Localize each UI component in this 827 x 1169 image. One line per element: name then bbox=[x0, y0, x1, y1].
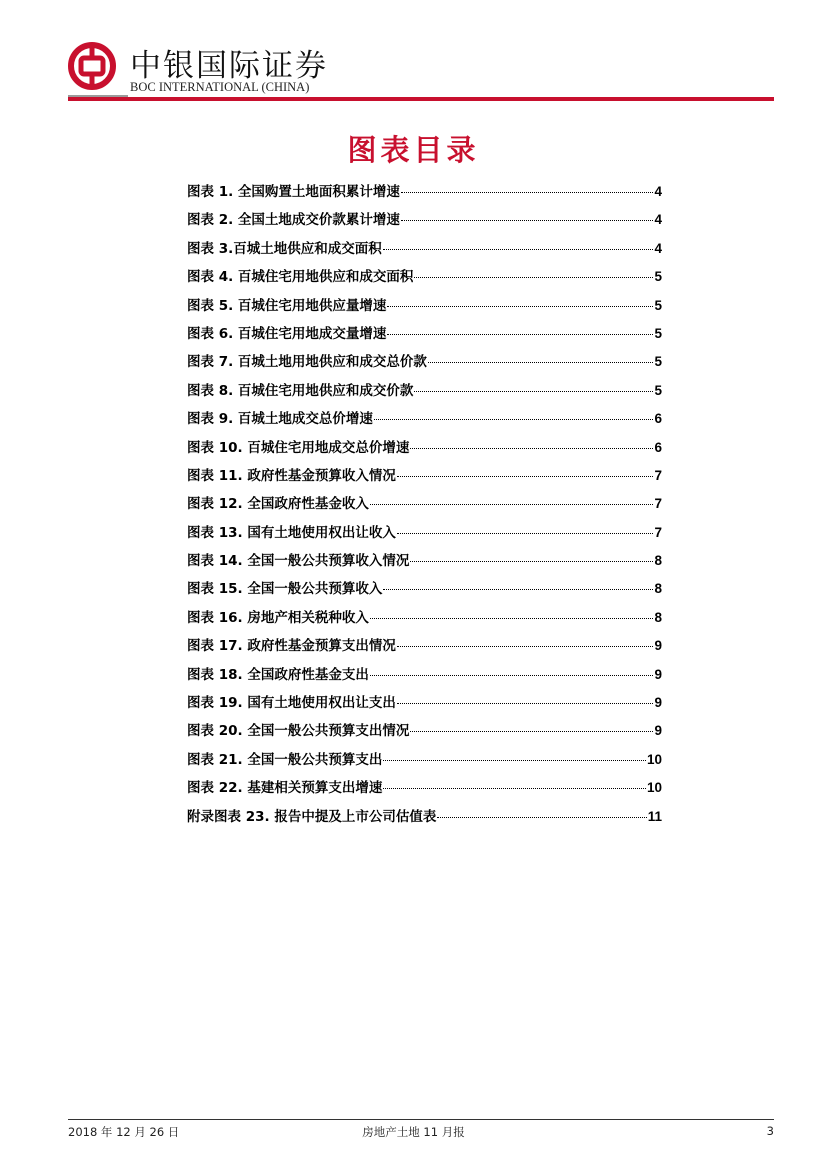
toc-entry-label: 图表 15. 全国一般公共预算收入 bbox=[187, 581, 383, 598]
toc-leader-dots bbox=[428, 361, 654, 363]
toc-entry-page: 9 bbox=[654, 666, 662, 682]
toc-leader-dots bbox=[383, 588, 653, 590]
toc-entry-label: 图表 11. 政府性基金预算收入情况 bbox=[187, 467, 396, 484]
toc-entry-page: 5 bbox=[654, 269, 662, 285]
toc-entry[interactable] bbox=[187, 322, 662, 350]
toc-entry-page: 10 bbox=[646, 751, 662, 767]
toc-entry-page: 8 bbox=[654, 553, 662, 569]
toc-entry-label: 图表 14. 全国一般公共预算收入情况 bbox=[187, 553, 410, 570]
toc-entry-label: 图表 10. 百城住宅用地成交总价增速 bbox=[187, 439, 410, 456]
toc-leader-dots bbox=[387, 305, 653, 307]
toc-entry-page: 9 bbox=[654, 638, 662, 654]
toc-leader-dots bbox=[383, 248, 654, 250]
toc-entry-label: 图表 16. 房地产相关税种收入 bbox=[187, 609, 369, 626]
toc-entry[interactable] bbox=[187, 805, 662, 833]
toc-entry-label: 图表 3.百城土地供应和成交面积 bbox=[187, 240, 382, 257]
toc-entry[interactable] bbox=[187, 663, 662, 691]
toc-entry[interactable] bbox=[187, 691, 662, 719]
toc-entry[interactable] bbox=[187, 180, 662, 208]
table-of-figures bbox=[187, 180, 662, 833]
toc-leader-dots bbox=[397, 532, 654, 534]
toc-entry-page: 10 bbox=[646, 780, 662, 796]
toc-leader-dots bbox=[414, 390, 653, 392]
toc-entry-page: 4 bbox=[654, 212, 662, 228]
toc-leader-dots bbox=[397, 702, 654, 704]
toc-leader-dots bbox=[374, 418, 654, 420]
toc-entry[interactable] bbox=[187, 492, 662, 520]
brand-name-cn: 中银国际证券 bbox=[130, 48, 328, 84]
toc-entry-page: 9 bbox=[654, 723, 662, 739]
brand-name-en: BOC INTERNATIONAL (CHINA) bbox=[130, 80, 310, 94]
toc-leader-dots bbox=[370, 674, 654, 676]
toc-entry[interactable] bbox=[187, 265, 662, 293]
toc-leader-dots bbox=[383, 759, 646, 761]
toc-entry[interactable] bbox=[187, 407, 662, 435]
toc-leader-dots bbox=[397, 645, 654, 647]
toc-entry-page: 6 bbox=[654, 439, 662, 455]
toc-entry-page: 9 bbox=[654, 695, 662, 711]
toc-entry-page: 7 bbox=[654, 496, 662, 512]
toc-entry-label: 图表 6. 百城住宅用地成交量增速 bbox=[187, 325, 387, 342]
toc-entry-page: 5 bbox=[654, 297, 662, 313]
page-title: 图表目录 bbox=[347, 133, 480, 167]
toc-entry[interactable] bbox=[187, 208, 662, 236]
toc-entry-page: 4 bbox=[654, 240, 662, 256]
toc-entry-page: 4 bbox=[654, 184, 662, 199]
toc-entry-label: 图表 20. 全国一般公共预算支出情况 bbox=[187, 723, 410, 740]
toc-entry-label: 图表 12. 全国政府性基金收入 bbox=[187, 496, 369, 513]
toc-entry-label: 图表 2. 全国土地成交价款累计增速 bbox=[187, 212, 400, 229]
toc-leader-dots bbox=[387, 333, 653, 335]
toc-entry[interactable] bbox=[187, 719, 662, 747]
toc-entry-page: 5 bbox=[654, 354, 662, 370]
toc-leader-dots bbox=[410, 560, 653, 562]
page-header bbox=[68, 40, 774, 102]
toc-entry-page: 7 bbox=[654, 524, 662, 540]
toc-entry-label: 图表 13. 国有土地使用权出让收入 bbox=[187, 524, 396, 541]
toc-entry[interactable] bbox=[187, 549, 662, 577]
toc-entry-label: 图表 8. 百城住宅用地供应和成交价款 bbox=[187, 382, 414, 399]
toc-leader-dots bbox=[383, 787, 646, 789]
toc-entry-label: 附录图表 23. 报告中提及上市公司估值表 bbox=[187, 808, 437, 825]
boc-coin-logo-icon bbox=[68, 42, 116, 90]
toc-leader-dots bbox=[401, 191, 654, 193]
toc-entry[interactable] bbox=[187, 237, 662, 265]
toc-entry-label: 图表 19. 国有土地使用权出让支出 bbox=[187, 695, 396, 712]
toc-entry[interactable] bbox=[187, 521, 662, 549]
toc-entry-label: 图表 5. 百城住宅用地供应量增速 bbox=[187, 297, 387, 314]
toc-entry[interactable] bbox=[187, 606, 662, 634]
toc-leader-dots bbox=[401, 219, 654, 221]
toc-entry-label: 图表 22. 基建相关预算支出增速 bbox=[187, 780, 383, 797]
toc-leader-dots bbox=[437, 816, 646, 818]
toc-leader-dots bbox=[410, 730, 653, 732]
toc-leader-dots bbox=[370, 503, 654, 505]
toc-entry-page: 8 bbox=[654, 609, 662, 625]
footer-date: 2018 年 12 月 26 日 bbox=[68, 1125, 180, 1139]
toc-leader-dots bbox=[370, 617, 654, 619]
toc-entry-label: 图表 21. 全国一般公共预算支出 bbox=[187, 751, 383, 768]
toc-entry[interactable] bbox=[187, 776, 662, 804]
toc-leader-dots bbox=[410, 447, 653, 449]
footer-page-number: 3 bbox=[766, 1124, 774, 1138]
toc-entry-page: 5 bbox=[654, 382, 662, 398]
toc-entry-label: 图表 1. 全国购置土地面积累计增速 bbox=[187, 184, 400, 200]
toc-entry[interactable] bbox=[187, 748, 662, 776]
toc-entry-label: 图表 17. 政府性基金预算支出情况 bbox=[187, 638, 396, 655]
toc-leader-dots bbox=[414, 276, 653, 278]
footer-report-title: 房地产土地 11 月报 bbox=[362, 1125, 465, 1139]
toc-entry[interactable] bbox=[187, 436, 662, 464]
toc-entry[interactable] bbox=[187, 634, 662, 662]
header-rule bbox=[68, 97, 774, 101]
toc-entry-page: 5 bbox=[654, 325, 662, 341]
toc-entry-page: 11 bbox=[647, 808, 662, 824]
toc-entry[interactable] bbox=[187, 379, 662, 407]
toc-entry[interactable] bbox=[187, 464, 662, 492]
toc-leader-dots bbox=[397, 475, 654, 477]
footer-rule bbox=[68, 1119, 774, 1120]
toc-entry-page: 7 bbox=[654, 467, 662, 483]
toc-entry-page: 6 bbox=[654, 411, 662, 427]
toc-entry-label: 图表 4. 百城住宅用地供应和成交面积 bbox=[187, 269, 414, 286]
toc-entry-page: 8 bbox=[654, 581, 662, 597]
toc-entry-label: 图表 7. 百城土地用地供应和成交总价款 bbox=[187, 354, 427, 371]
toc-entry[interactable] bbox=[187, 577, 662, 605]
toc-entry[interactable] bbox=[187, 350, 662, 378]
toc-entry[interactable] bbox=[187, 294, 662, 322]
toc-entry-label: 图表 18. 全国政府性基金支出 bbox=[187, 666, 369, 683]
toc-entry-label: 图表 9. 百城土地成交总价增速 bbox=[187, 411, 373, 428]
